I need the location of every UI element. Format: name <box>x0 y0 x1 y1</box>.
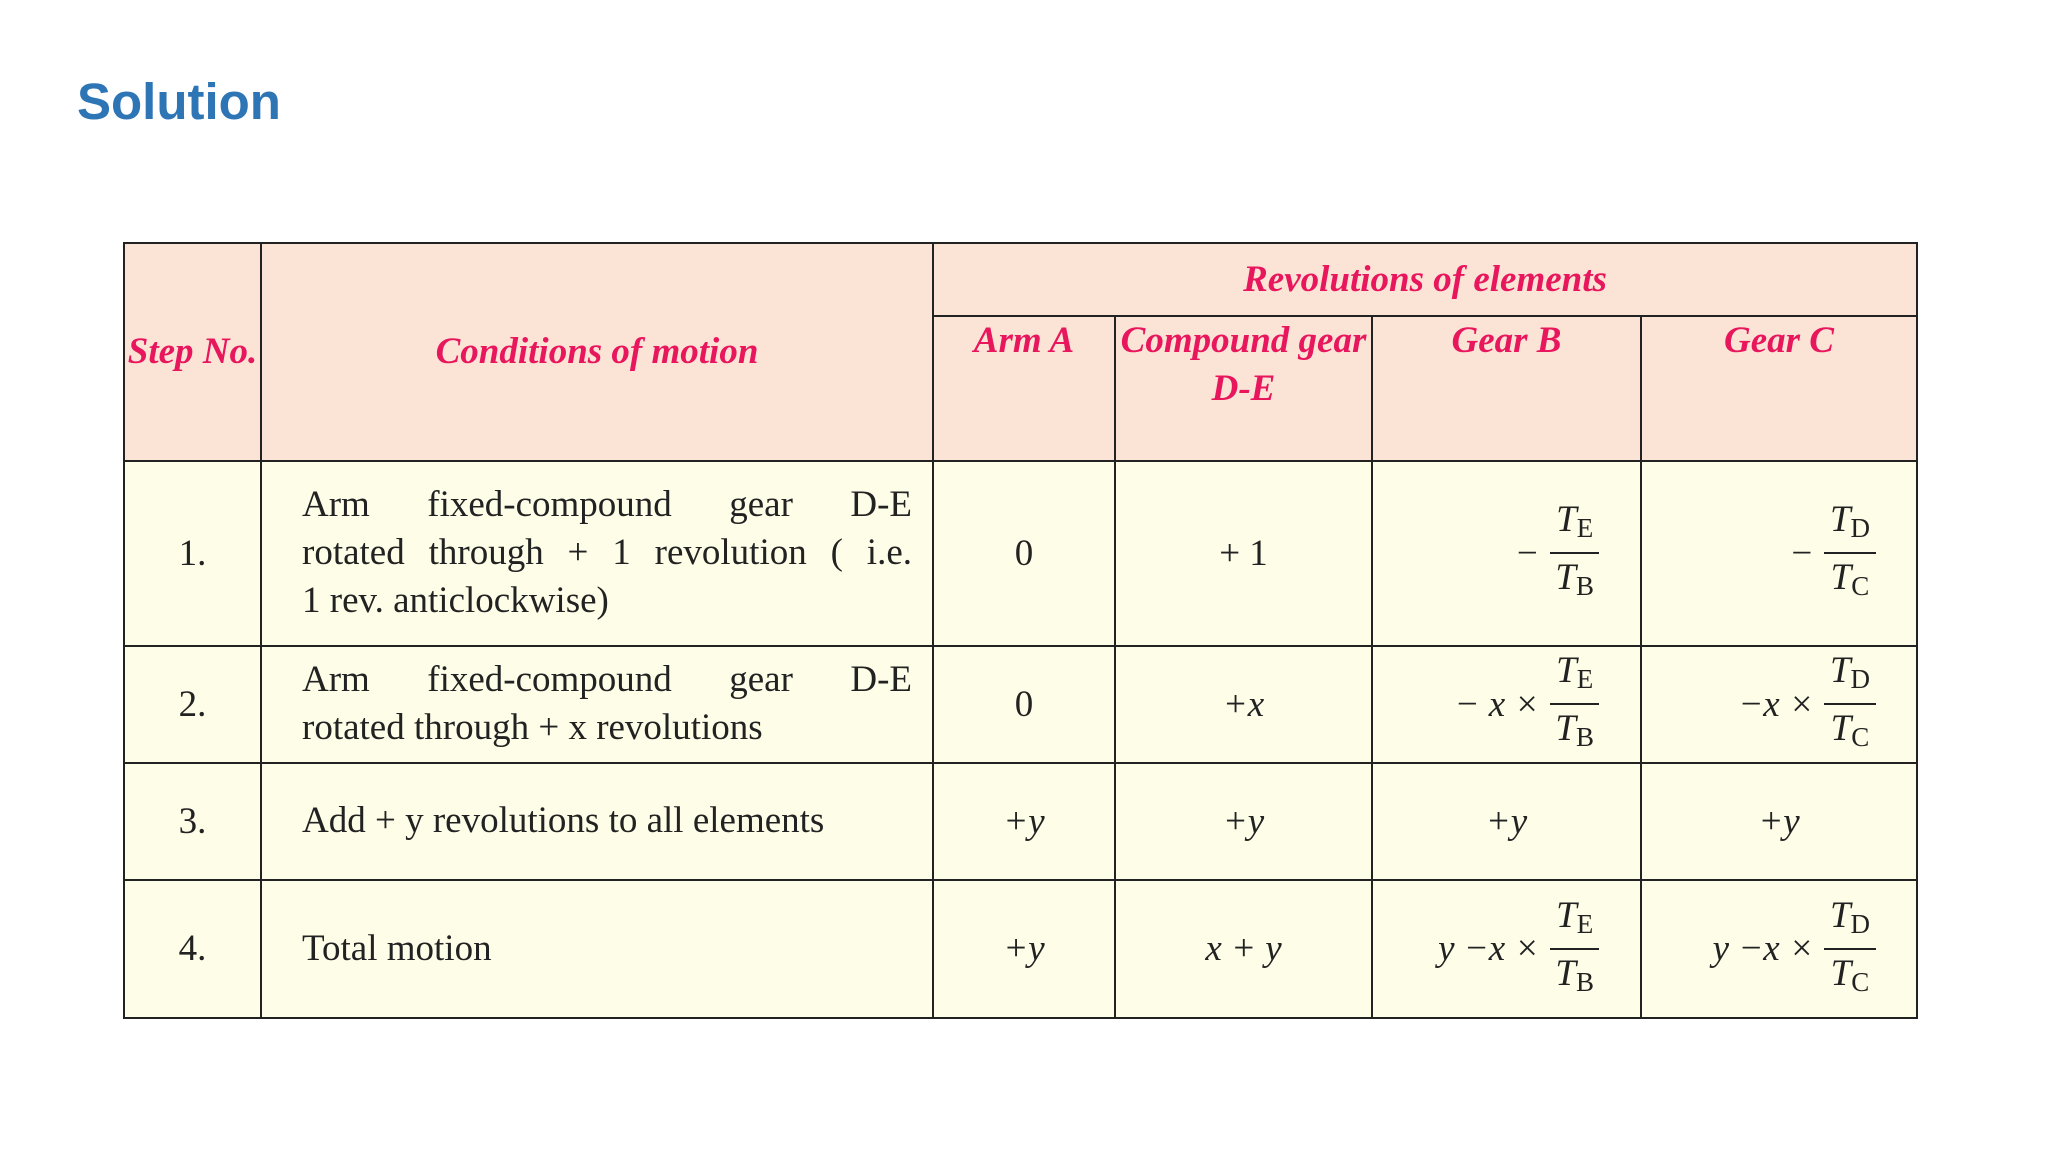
header-arm-a: Arm A <box>933 316 1115 460</box>
gear-subscript: E <box>1576 908 1594 939</box>
fraction-numerator: $T_E$ <box>1550 649 1599 705</box>
table-row <box>124 461 1917 646</box>
formula-prefix: −x × <box>1738 683 1814 725</box>
fraction-numerator: $T_D$ <box>1824 498 1876 554</box>
gear-subscript: B <box>1575 722 1594 753</box>
header-gear-c: Gear C <box>1641 316 1917 460</box>
compound-value: +x <box>1115 646 1372 763</box>
table-row <box>124 880 1917 1018</box>
header-compound-gear: Compound gear D-E <box>1115 316 1372 460</box>
formula-prefix: − <box>1788 532 1814 574</box>
arm-value: 0 <box>933 646 1115 763</box>
gear-subscript: D <box>1850 664 1871 695</box>
formula-prefix: − <box>1514 532 1540 574</box>
gear-subscript: C <box>1851 966 1870 997</box>
compound-value: x + y <box>1115 880 1372 1018</box>
gear-c-value <box>1641 461 1917 646</box>
fraction-numerator: $T_D$ <box>1824 894 1876 950</box>
gear-subscript: C <box>1851 571 1870 602</box>
gear-b-value: +y <box>1372 763 1641 880</box>
gear-b-value <box>1372 461 1641 646</box>
condition-line: rotated through + x revolutions <box>302 707 763 749</box>
table-row <box>124 763 1917 880</box>
condition-line: 1 rev. anticlockwise) <box>302 580 609 622</box>
compound-value: +y <box>1115 763 1372 880</box>
arm-value: +y <box>933 880 1115 1018</box>
step-cell: 2. <box>124 646 261 763</box>
condition-line: Arm fixed-compound gear D-E <box>302 659 912 701</box>
gear-c-value: +y <box>1641 763 1917 880</box>
formula-prefix: − x × <box>1454 683 1540 725</box>
gear-subscript: B <box>1575 571 1594 602</box>
condition-cell: Total motion <box>261 880 933 1018</box>
arm-value: +y <box>933 763 1115 880</box>
gear-subscript: E <box>1576 664 1594 695</box>
gear-subscript: D <box>1850 908 1871 939</box>
table-row <box>124 646 1917 763</box>
gear-b-value <box>1372 646 1641 763</box>
fraction-denominator: $T_C$ <box>1830 557 1870 602</box>
gear-subscript: B <box>1575 966 1594 997</box>
header-row-top <box>124 243 1917 316</box>
fraction-denominator: $T_B$ <box>1555 952 1594 997</box>
compound-value: + 1 <box>1115 461 1372 646</box>
step-cell: 1. <box>124 461 261 646</box>
gear-subscript: D <box>1850 513 1871 544</box>
condition-line: rotated through + 1 revolution ( i.e. <box>302 532 912 574</box>
step-cell: 3. <box>124 763 261 880</box>
fraction-denominator: $T_B$ <box>1555 708 1594 753</box>
step-cell: 4. <box>124 880 261 1018</box>
header-gear-b: Gear B <box>1372 316 1641 460</box>
gear-train-table <box>123 242 1918 1019</box>
gear-c-value <box>1641 880 1917 1018</box>
condition-cell: Add + y revolutions to all elements <box>261 763 933 880</box>
condition-line: Arm fixed-compound gear D-E <box>302 484 912 526</box>
header-conditions: Conditions of motion <box>261 243 933 461</box>
header-step-no: Step No. <box>124 243 261 461</box>
formula-prefix: y −x × <box>1438 928 1540 970</box>
condition-cell <box>261 646 933 763</box>
fraction-numerator: $T_E$ <box>1550 498 1599 554</box>
fraction-numerator: $T_E$ <box>1550 894 1599 950</box>
header-revolutions: Revolutions of elements <box>933 243 1917 316</box>
formula-prefix: y −x × <box>1712 928 1814 970</box>
fraction-denominator: $T_B$ <box>1555 557 1594 602</box>
slide-title: Solution <box>77 73 281 130</box>
gear-c-value <box>1641 646 1917 763</box>
fraction-denominator: $T_C$ <box>1830 952 1870 997</box>
arm-value: 0 <box>933 461 1115 646</box>
gear-subscript: E <box>1576 513 1594 544</box>
fraction-numerator: $T_D$ <box>1824 649 1876 705</box>
gear-b-value <box>1372 880 1641 1018</box>
fraction-denominator: $T_C$ <box>1830 708 1870 753</box>
gear-subscript: C <box>1851 722 1870 753</box>
condition-cell <box>261 461 933 646</box>
